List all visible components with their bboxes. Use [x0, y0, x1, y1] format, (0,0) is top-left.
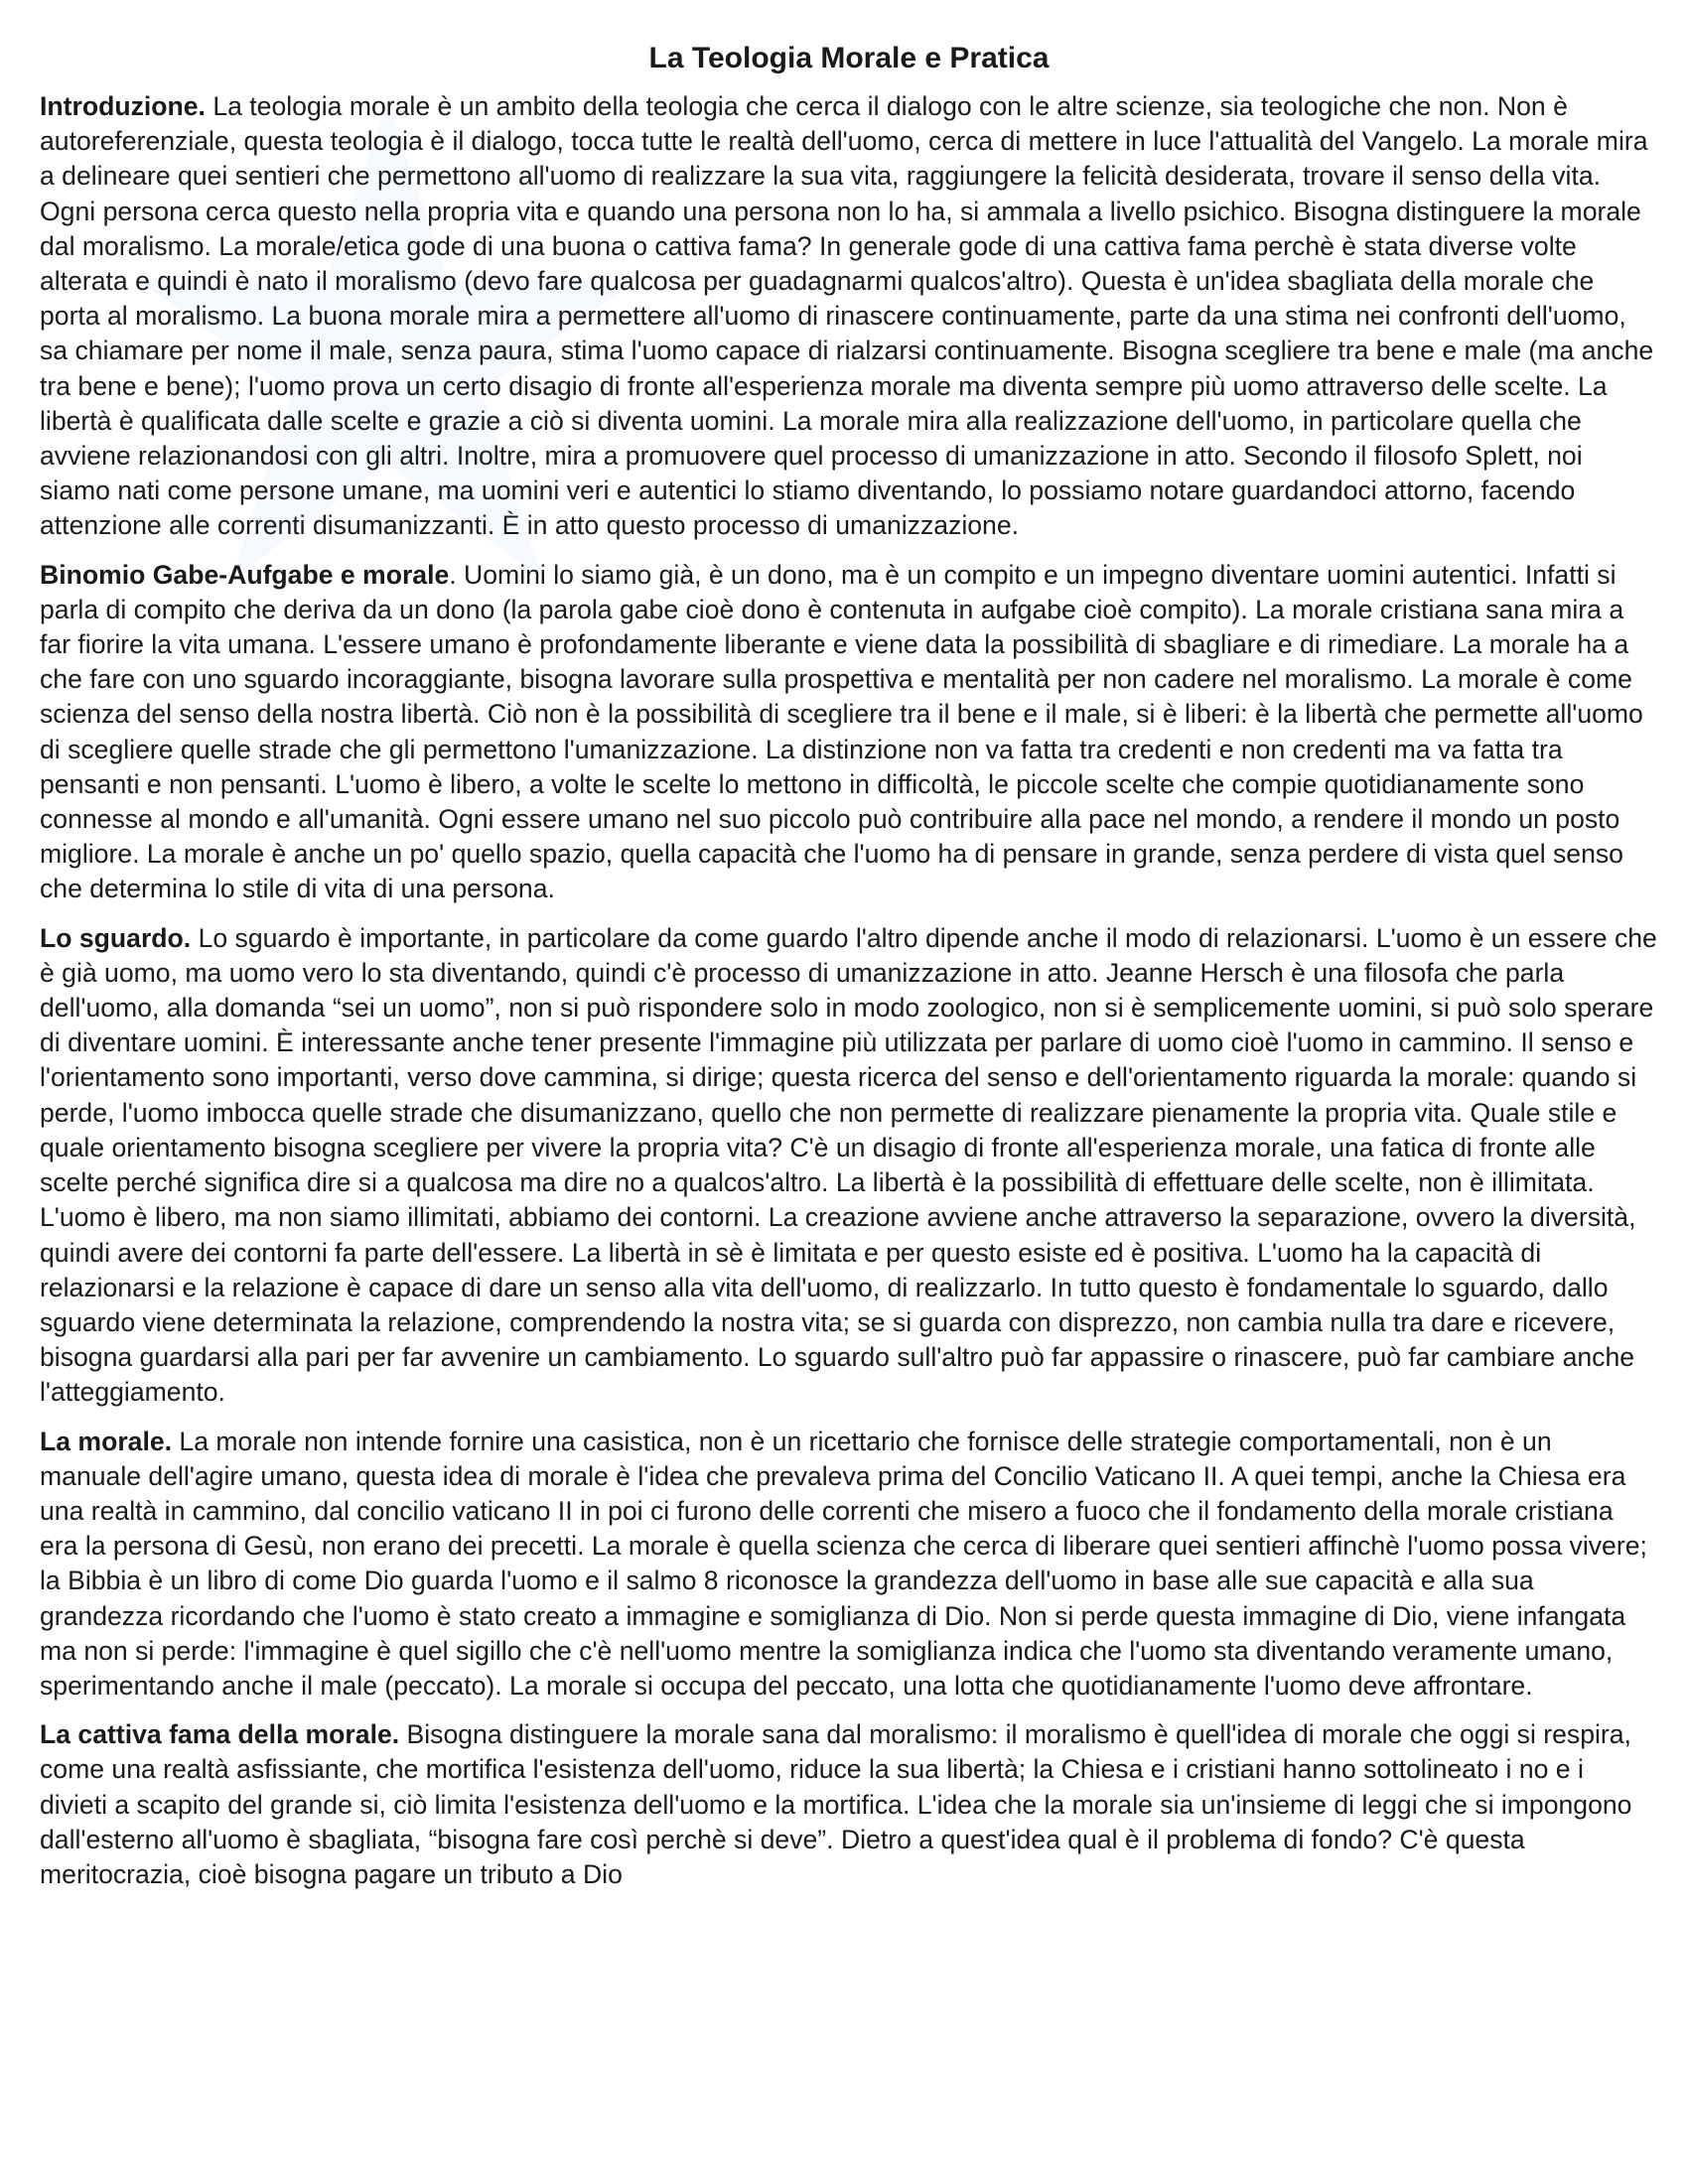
section-text: Lo sguardo è importante, in particolare da come guardo l'altro dipende anche il modo di relazionarsi. L'uomo è un essere che è già uomo, ma uomo vero lo sta diventando, quindi c'è processo di umanizzazione in atto. Jeanne Hersch è una filosofa che parla dell'uomo, alla domanda “sei un uomo”, non si può rispondere solo in modo zoologico, non si è semplicemente uomini, si può solo sperare di diventare uomini. È interessante anche tener presente l'immagine più utilizzata per parlare di uomo cioè l'uomo in cammino. Il senso e l'orientamento sono importanti, verso dove cammina, si dirige; questa ricerca del senso e dell'orientamento riguarda la morale: quando si perde, l'uomo imbocca quelle strade che disumanizzano, quello che non permette di realizzare pienamente la propria vita. Quale stile e quale orientamento bisogna scegliere per vivere la propria vita? C'è un disagio di fronte all'esperienza morale, una fatica di fronte alle scelte perché significa dire si a qualcosa ma dire no a qualcos'altro. La libertà è la possibilità di effettuare delle scelte, non è illimitata. L'uomo è libero, ma non siamo illimitati, abbiamo dei contorni. La creazione avviene anche attraverso la separazione, ovvero la diversità, quindi avere dei contorni fa parte dell'essere. La libertà in sè è limitata e per questo esiste ed è positiva. L'uomo ha la capacità di relazionarsi e la relazione è capace di dare un senso alla vita dell'uomo, di realizzarlo. In tutto questo è fondamentale lo sguardo, dallo sguardo viene determinata la relazione, comprendendo la nostra vita; se si guarda con disprezzo, non cambia nulla tra dare e ricevere, bisogna guardarsi alla pari per far avvenire un cambiamento. Lo sguardo sull'altro può far appassire o rinascere, può far cambiare anche l'atteggiamento.	[40, 922, 1657, 1408]
section-introduzione	[40, 89, 1658, 544]
section-heading: Binomio Gabe-Aufgabe e morale	[40, 559, 450, 590]
section-text: La morale non intende fornire una casistica, non è un ricettario che fornisce delle strategie comportamentali, non è un manuale dell'agire umano, questa idea di morale è l'idea che prevaleva prima del Concilio Vaticano II. A quei tempi, anche la Chiesa era una realtà in cammino, dal concilio vaticano II in poi ci furono delle correnti che misero a fuoco che il fondamento della morale cristiana era la persona di Gesù, non erano dei precetti. La morale è quella scienza che cerca di liberare quei sentieri affinchè l'uomo possa vivere; la Bibbia è un libro di come Dio guarda l'uomo e il salmo 8 riconosce la grandezza dell'uomo in base alle sue capacità e alla sua grandezza ricordando che l'uomo è stato creato a immagine e somiglianza di Dio. Non si perde questa immagine di Dio, viene infangata ma non si perde: l'immagine è quel sigillo che c'è nell'uomo mentre la somiglianza indica che l'uomo sta diventando veramente umano, sperimentando anche il male (peccato). La morale si occupa del peccato, una lotta che quotidianamente l'uomo deve affrontare.	[40, 1426, 1647, 1701]
section-heading: La cattiva fama della morale.	[40, 1719, 400, 1750]
section-cattiva-fama	[40, 1717, 1658, 1892]
section-binomio	[40, 558, 1658, 907]
section-heading: La morale.	[40, 1426, 173, 1456]
section-sguardo	[40, 921, 1658, 1411]
section-heading: Introduzione.	[40, 91, 206, 121]
section-morale	[40, 1425, 1658, 1705]
document-title: La Teologia Morale e Pratica	[648, 42, 1050, 74]
section-text: Bisogna distinguere la morale sana dal moralismo: il moralismo è quell'idea di morale che oggi si respira, come una realtà asfissiante, che mortifica l'esistenza dell'uomo, riduce la sua libertà; la Chiesa e i cristiani hanno sottolineato i no e i divieti a scapito del grande si, ciò limita l'esistenza dell'uomo e la mortifica. L'idea che la morale sia un'insieme di leggi che si impongono dall'esterno all'uomo è sbagliata, “bisogna fare così perchè si deve”. Dietro a quest'idea qual è il problema di fondo? C'è questa meritocrazia, cioè bisogna pagare un tributo a Dio	[40, 1719, 1632, 1889]
section-text: La teologia morale è un ambito della teologia che cerca il dialogo con le altre scienze, sia teologiche che non. Non è autoreferenziale, questa teologia è il dialogo, tocca tutte le realtà dell'uomo, cerca di mettere in luce l'attualità del Vangelo. La morale mira a delineare quei sentieri che permettono all'uomo di realizzare la sua vita, raggiungere la felicità desiderata, trovare il senso della vita. Ogni persona cerca questo nella propria vita e quando una persona non lo ha, si ammala a livello psichico. Bisogna distinguere la morale dal moralismo. La morale/etica gode di una buona o cattiva fama? In generale gode di una cattiva fama perchè è stata diverse volte alterata e quindi è nato il moralismo (devo fare qualcosa per guadagnarmi qualcos'altro). Questa è un'idea sbagliata della morale che porta al moralismo. La buona morale mira a permettere all'uomo di rinascere continuamente, parte da una stima nei confronti dell'uomo, sa chiamare per nome il male, senza paura, stima l'uomo capace di rialzarsi continuamente. Bisogna scegliere tra bene e male (ma anche tra bene e bene); l'uomo prova un certo disagio di fronte all'esperienza morale ma diventa sempre più uomo attraverso delle scelte. La libertà è qualificata dalle scelte e grazie a ciò si diventa uomini. La morale mira alla realizzazione dell'uomo, in particolare quella che avviene relazionandosi con gli altri. Inoltre, mira a promuovere quel processo di umanizzazione in atto. Secondo il filosofo Splett, noi siamo nati come persone umane, ma uomini veri e autentici lo stiamo diventando, lo possiamo notare guardandoci attorno, facendo attenzione alle correnti disumanizzanti. È in atto questo processo di umanizzazione.	[40, 91, 1654, 541]
document-page	[40, 40, 1658, 1906]
section-heading: Lo sguardo.	[40, 922, 192, 953]
section-text: . Uomini lo siamo già, è un dono, ma è un compito e un impegno diventare uomini autentici. Infatti si parla di compito che deriva da un dono (la parola gabe cioè dono è contenuta in aufgabe cioè compito). La morale cristiana sana mira a far fiorire la vita umana. L'essere umano è profondamente liberante e viene data la possibilità di sbagliare e di rimediare. La morale ha a che fare con uno sguardo incoraggiante, bisogna lavorare sulla prospettiva e mentalità per non cadere nel moralismo. La morale è come scienza del senso della nostra libertà. Ciò non è la possibilità di scegliere tra il bene e il male, si è liberi: è la libertà che permette all'uomo di scegliere quelle strade che gli permettono l'umanizzazione. La distinzione non va fatta tra credenti e non credenti ma va fatta tra pensanti e non pensanti. L'uomo è libero, a volte le scelte lo mettono in difficoltà, le piccole scelte che compie quotidianamente sono connesse al mondo e all'umanità. Ogni essere umano nel suo piccolo può contribuire alla pace nel mondo, a rendere il mondo un posto migliore. La morale è anche un po' quello spazio, quella capacità che l'uomo ha di pensare in grande, senza perdere di vista quel senso che determina lo stile di vita di una persona.	[40, 559, 1643, 904]
